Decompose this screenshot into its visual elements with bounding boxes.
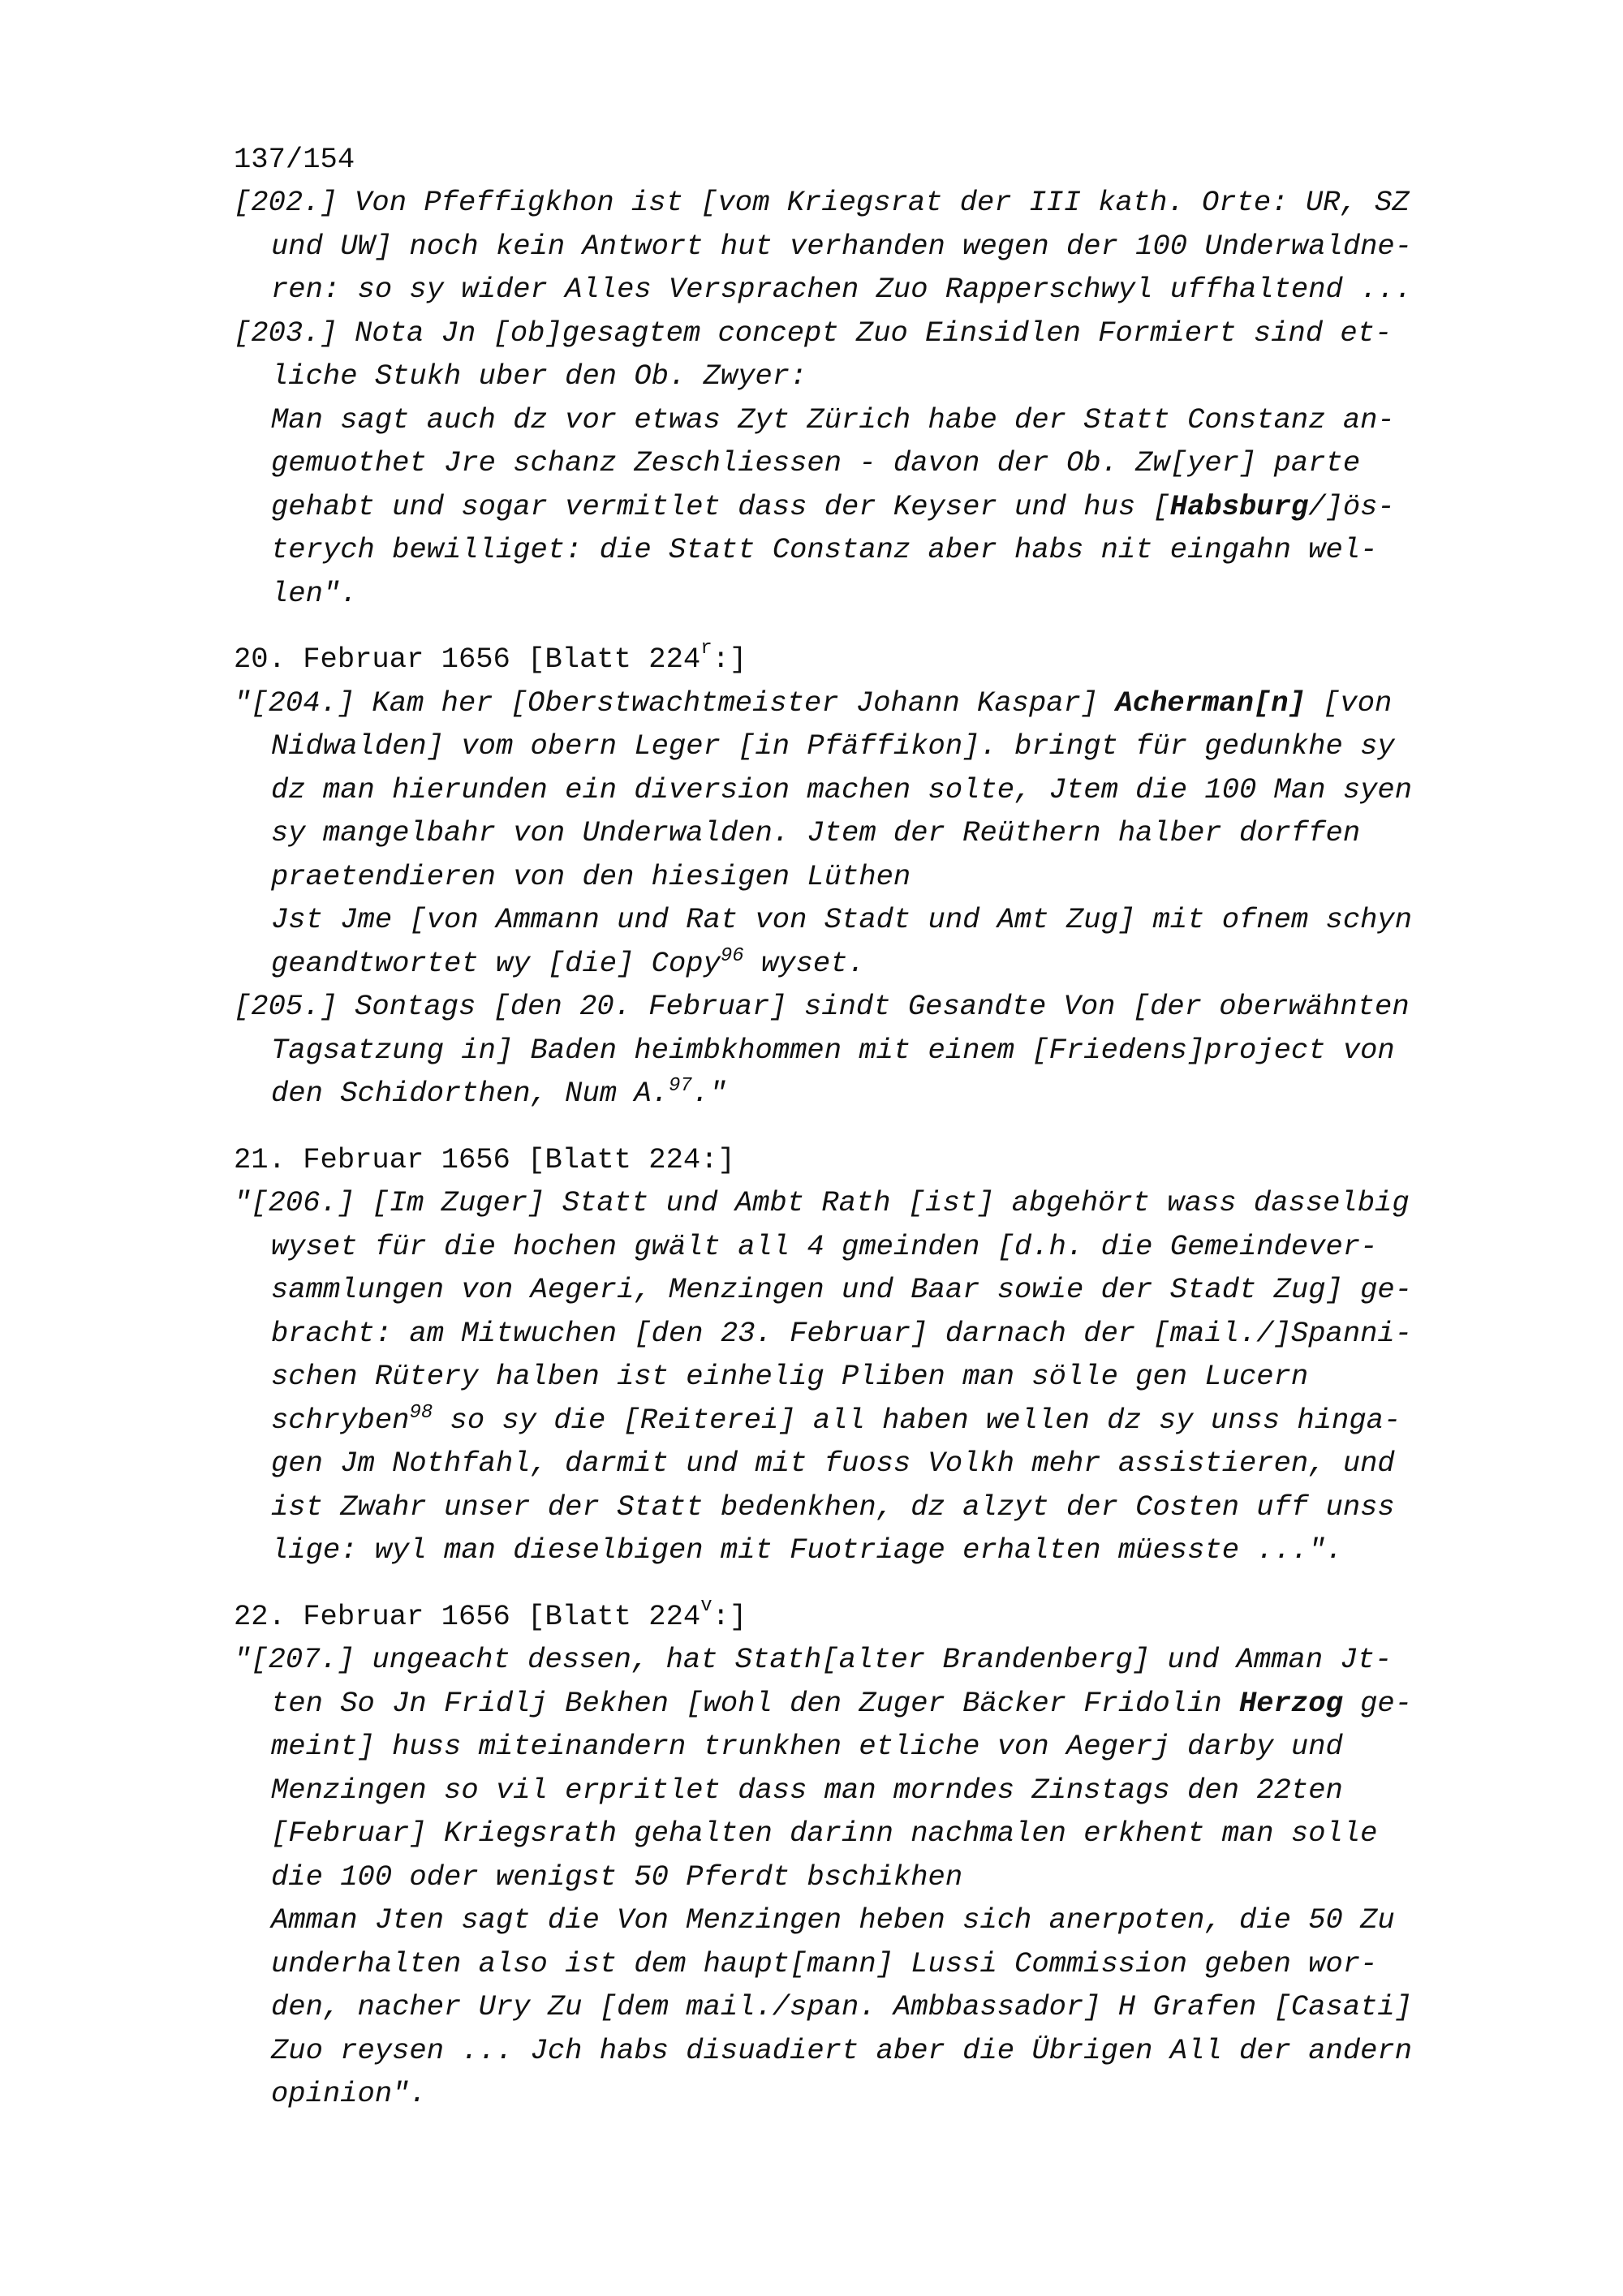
folio-side: r [700, 638, 712, 660]
text-line: und UW] noch kein Antwort hut verhanden wegen der 100 Underwaldne- [271, 229, 1413, 263]
text-segment: "[204.] Kam her [Oberstwachtmeister Johann Kaspar] [234, 686, 1116, 720]
text-segment: schryben [271, 1403, 410, 1437]
entry-205 [234, 985, 1483, 1116]
text-line: praetendieren von den hiesigen Lüthen [271, 859, 911, 893]
text-line: [202.] Von Pfeffigkhon ist [vom Kriegsrat der III kath. Orte: UR, SZ [234, 186, 1410, 219]
text-line [234, 1682, 1483, 1726]
text-segment: /]ös- [1308, 489, 1395, 523]
text-line: wyset für die hochen gwält all 4 gmeinden [d.h. die Gemeindever- [271, 1229, 1378, 1263]
text-line: bracht: am Mitwuchen [den 23. Februar] darnach der [mail./]Spanni- [271, 1316, 1413, 1350]
text-line: Menzingen so vil erpritlet dass man morndes Zinstags den 22ten [271, 1773, 1343, 1807]
text-line [234, 1399, 1483, 1443]
bold-name: Herzog [1239, 1686, 1343, 1720]
bold-name: Habsburg [1169, 489, 1309, 523]
text-line: liche Stukh uber den Ob. Zwyer: [271, 359, 807, 393]
date-heading [234, 638, 1483, 681]
text-line: len". [271, 576, 358, 610]
text-line: "[207.] ungeacht dessen, hat Stath[alter Brandenberg] und Amman Jt- [234, 1643, 1393, 1676]
text-line: meint] huss miteinandern trunkhen etliche von Aegerj darby und [271, 1730, 1343, 1763]
document-page [234, 138, 1483, 2116]
text-line: lige: wyl man dieselbigen mit Fuotriage erhalten müesste ...". [271, 1533, 1343, 1567]
footnote-ref: 97 [668, 1075, 692, 1098]
text-line: underhalten also ist dem haupt[mann] Lussi Commission geben wor- [271, 1946, 1378, 1980]
text-segment: so sy die [Reiterei] all haben wellen dz sy unss hinga- [433, 1403, 1401, 1437]
text-line: sammlungen von Aegeri, Menzingen und Baar sowie der Stadt Zug] ge- [271, 1273, 1413, 1306]
text-line: "[206.] [Im Zuger] Statt und Ambt Rath [ist] abgehört wass dasselbig [234, 1186, 1410, 1219]
entry-202 [234, 181, 1483, 312]
text-segment: [von [1305, 686, 1393, 720]
text-segment: ten So Jn Fridlj Bekhen [wohl den Zuger Bäcker Fridolin [271, 1686, 1239, 1720]
text-segment: den Schidorthen, Num A. [271, 1077, 669, 1110]
text-line: [203.] Nota Jn [ob]gesagtem concept Zuo Einsidlen Formiert sind et- [234, 316, 1393, 350]
entry-204 [234, 681, 1483, 986]
text-line: gemuothet Jre schanz Zeschliessen - davon der Ob. Zw[yer] parte [271, 446, 1361, 479]
text-segment: gehabt und sogar vermitlet dass der Keyser und hus [ [271, 489, 1170, 523]
entry-207 [234, 1638, 1483, 2116]
text-line: opinion". [271, 2077, 427, 2110]
text-segment: geandtwortet wy [die] Copy [271, 946, 721, 980]
text-line: Nidwalden] vom obern Leger [in Pfäffikon]. bringt für gedunkhe sy [271, 729, 1395, 763]
text-line: gen Jm Nothfahl, darmit und mit fuoss Volkh mehr assistieren, und [271, 1447, 1395, 1480]
folio-side: v [700, 1594, 712, 1617]
text-segment: wyset. [743, 946, 865, 980]
text-line: den, nacher Ury Zu [dem mail./span. Ambbassador] H Grafen [Casati] [271, 1990, 1413, 2023]
text-line [234, 485, 1483, 529]
text-line: terych bewilliget: die Statt Constanz aber habs nit eingahn wel- [271, 533, 1378, 566]
text-line: ren: so sy wider Alles Versprachen Zuo Rapperschwyl uffhaltend ... [271, 273, 1413, 306]
date-heading [234, 1595, 1483, 1639]
entry-203 [234, 312, 1483, 616]
text-line [234, 1072, 1483, 1116]
date-heading: 21. Februar 1656 [Blatt 224:] [234, 1142, 735, 1176]
bold-name: Acherman[n] [1115, 686, 1306, 720]
text-line: dz man hierunden ein diversion machen solte, Jtem die 100 Man syen [271, 772, 1413, 806]
text-line: Amman Jten sagt die Von Menzingen heben sich anerpoten, die 50 Zu [271, 1903, 1395, 1937]
heading-end: :] [712, 1599, 747, 1633]
page-number: 137/154 [234, 143, 355, 176]
heading-text: 20. Februar 1656 [Blatt 224 [234, 643, 701, 676]
text-line: [Februar] Kriegsrath gehalten darinn nachmalen erkhent man solle [271, 1817, 1378, 1850]
entry-206 [234, 1181, 1483, 1572]
heading-text: 22. Februar 1656 [Blatt 224 [234, 1599, 701, 1633]
text-line: [205.] Sontags [den 20. Februar] sindt Gesandte Von [der oberwähnten [234, 990, 1410, 1023]
text-line: sy mangelbahr von Underwalden. Jtem der Reüthern halber dorffen [271, 816, 1361, 849]
footnote-ref: 96 [720, 944, 744, 967]
text-line: Zuo reysen ... Jch habs disuadiert aber die Übrigen All der andern [271, 2033, 1413, 2067]
text-line [234, 942, 1483, 986]
text-line: ist Zwahr unser der Statt bedenkhen, dz alzyt der Costen uff unss [271, 1490, 1395, 1524]
text-line: Man sagt auch dz vor etwas Zyt Zürich habe der Statt Constanz an- [271, 402, 1395, 436]
text-line: Jst Jme [von Ammann und Rat von Stadt und Amt Zug] mit ofnem schyn [271, 903, 1413, 936]
footnote-ref: 98 [409, 1401, 433, 1424]
heading-end: :] [712, 643, 747, 676]
text-line: die 100 oder wenigst 50 Pferdt bschikhen [271, 1860, 963, 1894]
text-line [234, 681, 1483, 725]
text-segment: ." [691, 1077, 727, 1110]
text-line: Tagsatzung in] Baden heimbkhommen mit einem [Friedens]project von [271, 1033, 1395, 1067]
text-line: schen Rütery halben ist einhelig Pliben man sölle gen Lucern [271, 1360, 1309, 1393]
text-segment: ge- [1342, 1686, 1413, 1720]
